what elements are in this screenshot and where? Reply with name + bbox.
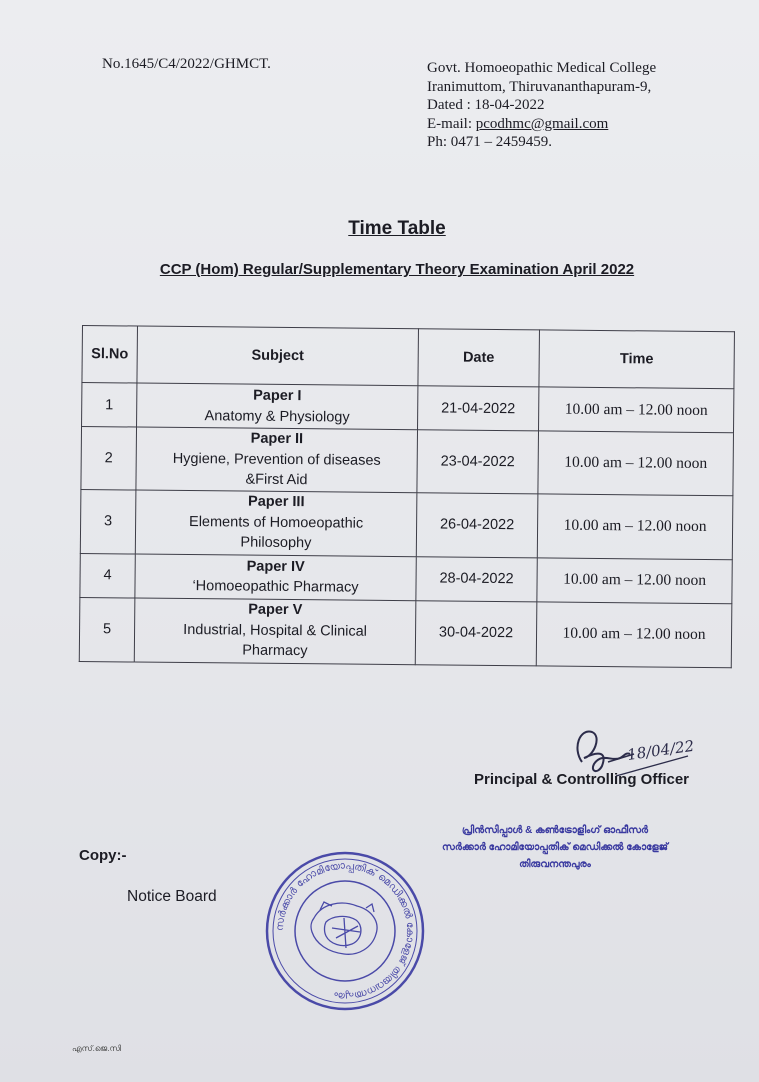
seal-text: സർക്കാർ ഹോമിയോപ്പതിക് മെഡിക്കൽ കോളേജ് തിരുവനന്തപുരം [274,860,416,1002]
cell-slno: 2 [81,427,137,490]
page-title: Time Table [348,218,446,239]
copy-recipient: Notice Board [127,888,217,905]
footer-initials: എസ്.ജെ.സി [72,1044,122,1053]
table-row [82,383,734,433]
table-row [80,489,733,559]
cell-slno: 1 [82,383,137,428]
subject-line: Philosophy [240,534,312,552]
cell-slno: 4 [80,553,135,598]
phone-line: Ph: 0471 – 2459459. [427,134,553,150]
subject-line: &First Aid [245,471,308,489]
cell-subject [135,554,416,601]
signatory-title: Principal & Controlling Officer [474,771,690,788]
cell-time: 10.00 am – 12.00 noon [537,493,733,559]
cell-date: 28-04-2022 [416,556,537,601]
cell-date: 26-04-2022 [416,492,538,557]
paper-label: Paper V [248,601,303,619]
subject-line: Anatomy & Physiology [204,407,350,426]
cell-date: 23-04-2022 [417,430,539,494]
cell-subject [137,383,418,430]
subject-line: Industrial, Hospital & Clinical [183,621,368,640]
seal-emblem-icon [311,902,377,954]
email-link[interactable]: pcodhmc@gmail.com [475,115,609,132]
cell-subject [134,598,416,665]
paper-label: Paper III [248,493,305,511]
cell-time: 10.00 am – 12.00 noon [536,601,732,667]
table-row [81,427,734,496]
cell-date: 21-04-2022 [418,386,539,431]
table-header-row [82,326,735,389]
subject-line: Pharmacy [242,642,308,660]
table-row [80,553,732,603]
paper-label: Paper IV [246,558,305,575]
cell-subject [136,427,418,492]
designation-stamp [430,822,680,873]
column-header-time: Time [539,330,735,389]
email-label: E-mail: [427,115,476,132]
address-line: Iranimuttom, Thiruvananthapuram-9, [427,78,652,95]
college-seal [262,848,428,1014]
cell-date: 30-04-2022 [415,600,537,665]
column-header-date: Date [418,329,540,387]
address-line: Govt. Homoeopathic Medical College [427,60,657,76]
cell-subject [135,490,417,557]
cell-time: 10.00 am – 12.00 noon [539,387,734,433]
college-address [427,59,656,152]
signature-date: 18/04/22 [626,736,696,764]
subject-line: Hygiene, Prevention of diseases [172,450,381,469]
email-line [427,115,656,134]
column-header-slno: Sl.No [82,326,138,384]
stamp-line: പ്രിൻസിപ്പാൾ & കൺട്രോളിംഗ് ഓഫീസർ [461,825,649,836]
cell-time: 10.00 am – 12.00 noon [538,431,734,495]
stamp-line: സർക്കാർ ഹോമിയോപ്പതിക് മെഡിക്കൽ കോളേജ് [442,842,668,853]
copy-label: Copy:- [79,847,127,864]
paper-label: Paper I [253,387,302,405]
timetable [79,325,735,668]
exam-subtitle: CCP (Hom) Regular/Supplementary Theory Examination April 2022 [159,261,635,278]
subject-line: ‘Homoeopathic Pharmacy [192,578,359,596]
reference-number: No.1645/C4/2022/GHMCT. [102,56,271,72]
cell-slno: 5 [79,597,135,662]
paper-label: Paper II [250,430,304,448]
table-row [79,597,732,667]
stamp-line: തിരുവനന്തപുരം [519,859,591,870]
subject-line: Elements of Homoeopathic [188,513,364,532]
cell-slno: 3 [80,489,136,554]
column-header-subject: Subject [137,326,419,386]
dated-line: Dated : 18-04-2022 [427,97,545,113]
cell-time: 10.00 am – 12.00 noon [537,557,732,603]
